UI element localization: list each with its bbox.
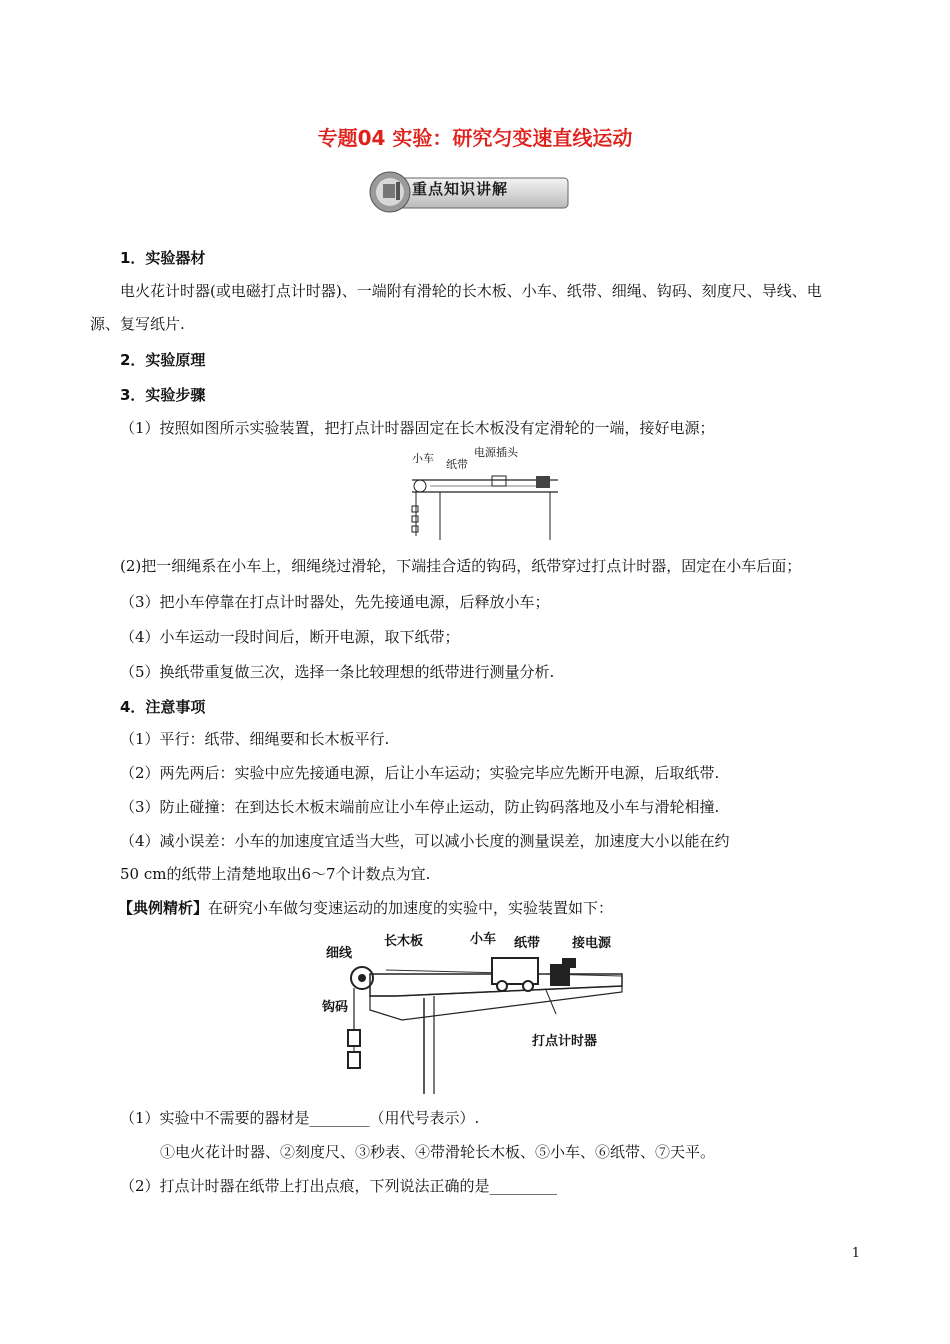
fig2-car-label: 小车 bbox=[470, 932, 497, 947]
question-options: ①电火花计时器、②刻度尺、③秒表、④带滑轮长木板、⑤小车、⑥纸带、⑦天平。 bbox=[160, 1143, 716, 1161]
paragraph-line: 电火花计时器(或电磁打点计时器)、一端附有滑轮的长木板、小车、纸带、细绳、钩码、刻度尺、导线、电 bbox=[120, 282, 822, 300]
step-line: （1）按照如图所示实验装置，把打点计时器固定在长木板没有定滑轮的一端，接好电源； bbox=[120, 419, 715, 437]
fig2-rope-label: 细线 bbox=[326, 946, 353, 961]
question-line: （2）打点计时器在纸带上打出点痕，下列说法正确的是_________ bbox=[120, 1177, 558, 1195]
example-label: 【典例精析】 bbox=[118, 899, 209, 917]
fig2-timer-label: 打点计时器 bbox=[532, 1034, 598, 1049]
fig2-board-label: 长木板 bbox=[384, 934, 424, 949]
step-line: (2)把一细绳系在小车上，细绳绕过滑轮，下端挂合适的钩码，纸带穿过打点计时器，固定在小车后面； bbox=[120, 557, 802, 575]
paragraph-line: 源、复写纸片. bbox=[90, 315, 185, 333]
apparatus-figure-large bbox=[316, 930, 628, 1098]
heading-2: 2．实验原理 bbox=[120, 351, 206, 369]
fig1-car-label: 小车 bbox=[412, 452, 434, 465]
note-line: （2）两先两后：实验中应先接通电源，后让小车运动；实验完毕应先断开电源，后取纸带. bbox=[120, 764, 720, 782]
note-line: （3）防止碰撞：在到达长木板末端前应让小车停止运动，防止钩码落地及小车与滑轮相撞. bbox=[120, 798, 720, 816]
page-title: 专题04 实验：研究匀变速直线运动 bbox=[317, 126, 633, 150]
note-line: （4）减小误差：小车的加速度宜适当大些，可以减小长度的测量误差，加速度大小以能在约 bbox=[120, 832, 730, 850]
section-banner bbox=[368, 170, 570, 214]
question-line: （1）实验中不需要的器材是________（用代号表示）. bbox=[120, 1109, 480, 1127]
page-number: 1 bbox=[851, 1246, 860, 1261]
note-line: （1）平行：纸带、细绳要和长木板平行. bbox=[120, 730, 390, 748]
example-intro bbox=[118, 898, 613, 918]
heading-3: 3．实验步骤 bbox=[120, 386, 206, 404]
step-line: （3）把小车停靠在打点计时器处，先先接通电源，后释放小车； bbox=[120, 593, 550, 611]
heading-1: 1．实验器材 bbox=[120, 249, 206, 267]
fig2-tape-label: 纸带 bbox=[514, 936, 541, 951]
banner-text: 重点知识讲解 bbox=[412, 180, 509, 198]
step-line: （5）换纸带重复做三次，选择一条比较理想的纸带进行测量分析. bbox=[120, 663, 555, 681]
note-line: 50 cm的纸带上清楚地取出6～7个计数点为宜. bbox=[120, 865, 431, 883]
fig1-plug-label: 电源插头 bbox=[474, 446, 518, 459]
fig1-tape-label: 纸带 bbox=[446, 458, 468, 471]
example-text: 在研究小车做匀变速运动的加速度的实验中，实验装置如下： bbox=[208, 899, 614, 917]
heading-4: 4．注意事项 bbox=[120, 698, 206, 716]
fig2-power-label: 接电源 bbox=[572, 936, 612, 951]
fig2-weight-label: 钩码 bbox=[322, 1000, 349, 1015]
step-line: （4）小车运动一段时间后，断开电源，取下纸带； bbox=[120, 628, 460, 646]
